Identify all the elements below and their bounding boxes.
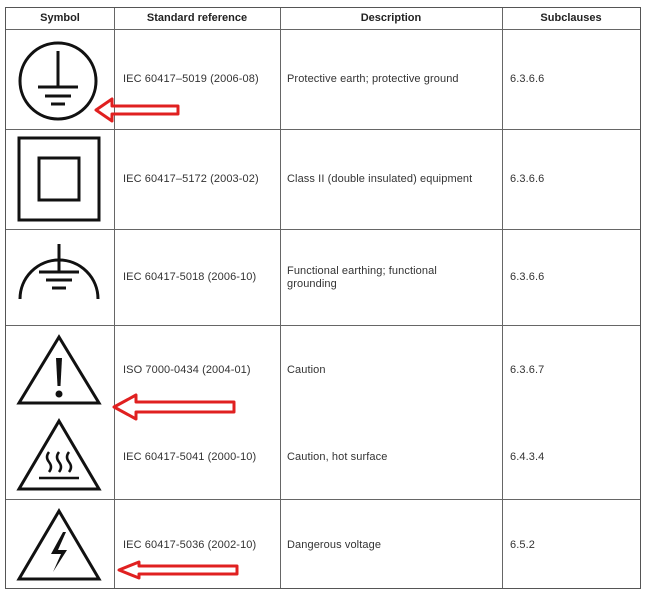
reference-cell: IEC 60417-5041 (2000-10)	[123, 451, 257, 463]
description-cell: Functional earthing; functional grounding	[287, 265, 437, 290]
reference-cell: IEC 60417–5172 (2003-02)	[123, 173, 259, 185]
reference-cell: IEC 60417-5036 (2002-10)	[123, 539, 257, 551]
header-description: Description	[360, 12, 422, 24]
reference-cell: IEC 60417–5019 (2006-08)	[123, 73, 259, 85]
symbols-table	[5, 7, 641, 589]
caution-warning-icon	[16, 334, 102, 406]
subclause-cell: 6.3.6.7	[510, 364, 545, 376]
arrow-shape	[96, 99, 178, 121]
subclause-cell: 6.3.6.6	[510, 73, 545, 85]
description-cell: Dangerous voltage	[287, 539, 382, 551]
description-cell: Caution	[287, 364, 326, 376]
reference-cell: IEC 60417-5018 (2006-10)	[123, 271, 257, 283]
row-divider	[6, 325, 640, 326]
class-ii-equipment-icon	[17, 136, 101, 222]
hot-surface-warning-icon	[16, 418, 102, 492]
row-divider	[6, 29, 640, 30]
row-divider	[6, 229, 640, 230]
subclause-cell: 6.4.3.4	[510, 451, 545, 463]
red-arrow-icon	[110, 392, 240, 422]
subclause-cell: 6.3.6.6	[510, 271, 545, 283]
column-divider	[114, 8, 115, 588]
row-divider	[6, 129, 640, 130]
description-cell: Caution, hot surface	[287, 451, 388, 463]
column-divider	[280, 8, 281, 588]
row-divider	[6, 499, 640, 500]
description-cell: Class II (double insulated) equipment	[287, 173, 473, 185]
header-standard-reference: Standard reference	[146, 12, 248, 24]
subclause-cell: 6.5.2	[510, 539, 535, 551]
reference-cell: ISO 7000-0434 (2004-01)	[123, 364, 251, 376]
subclause-cell: 6.3.6.6	[510, 173, 545, 185]
header-symbol: Symbol	[40, 12, 80, 24]
red-arrow-icon	[115, 559, 243, 581]
red-arrow-icon	[92, 96, 184, 124]
header-subclauses: Subclauses	[540, 12, 602, 24]
dangerous-voltage-icon	[16, 508, 102, 582]
description-cell: Protective earth; protective ground	[287, 73, 459, 85]
functional-earthing-icon	[16, 242, 102, 302]
column-divider	[502, 8, 503, 588]
protective-earth-icon	[16, 39, 100, 123]
